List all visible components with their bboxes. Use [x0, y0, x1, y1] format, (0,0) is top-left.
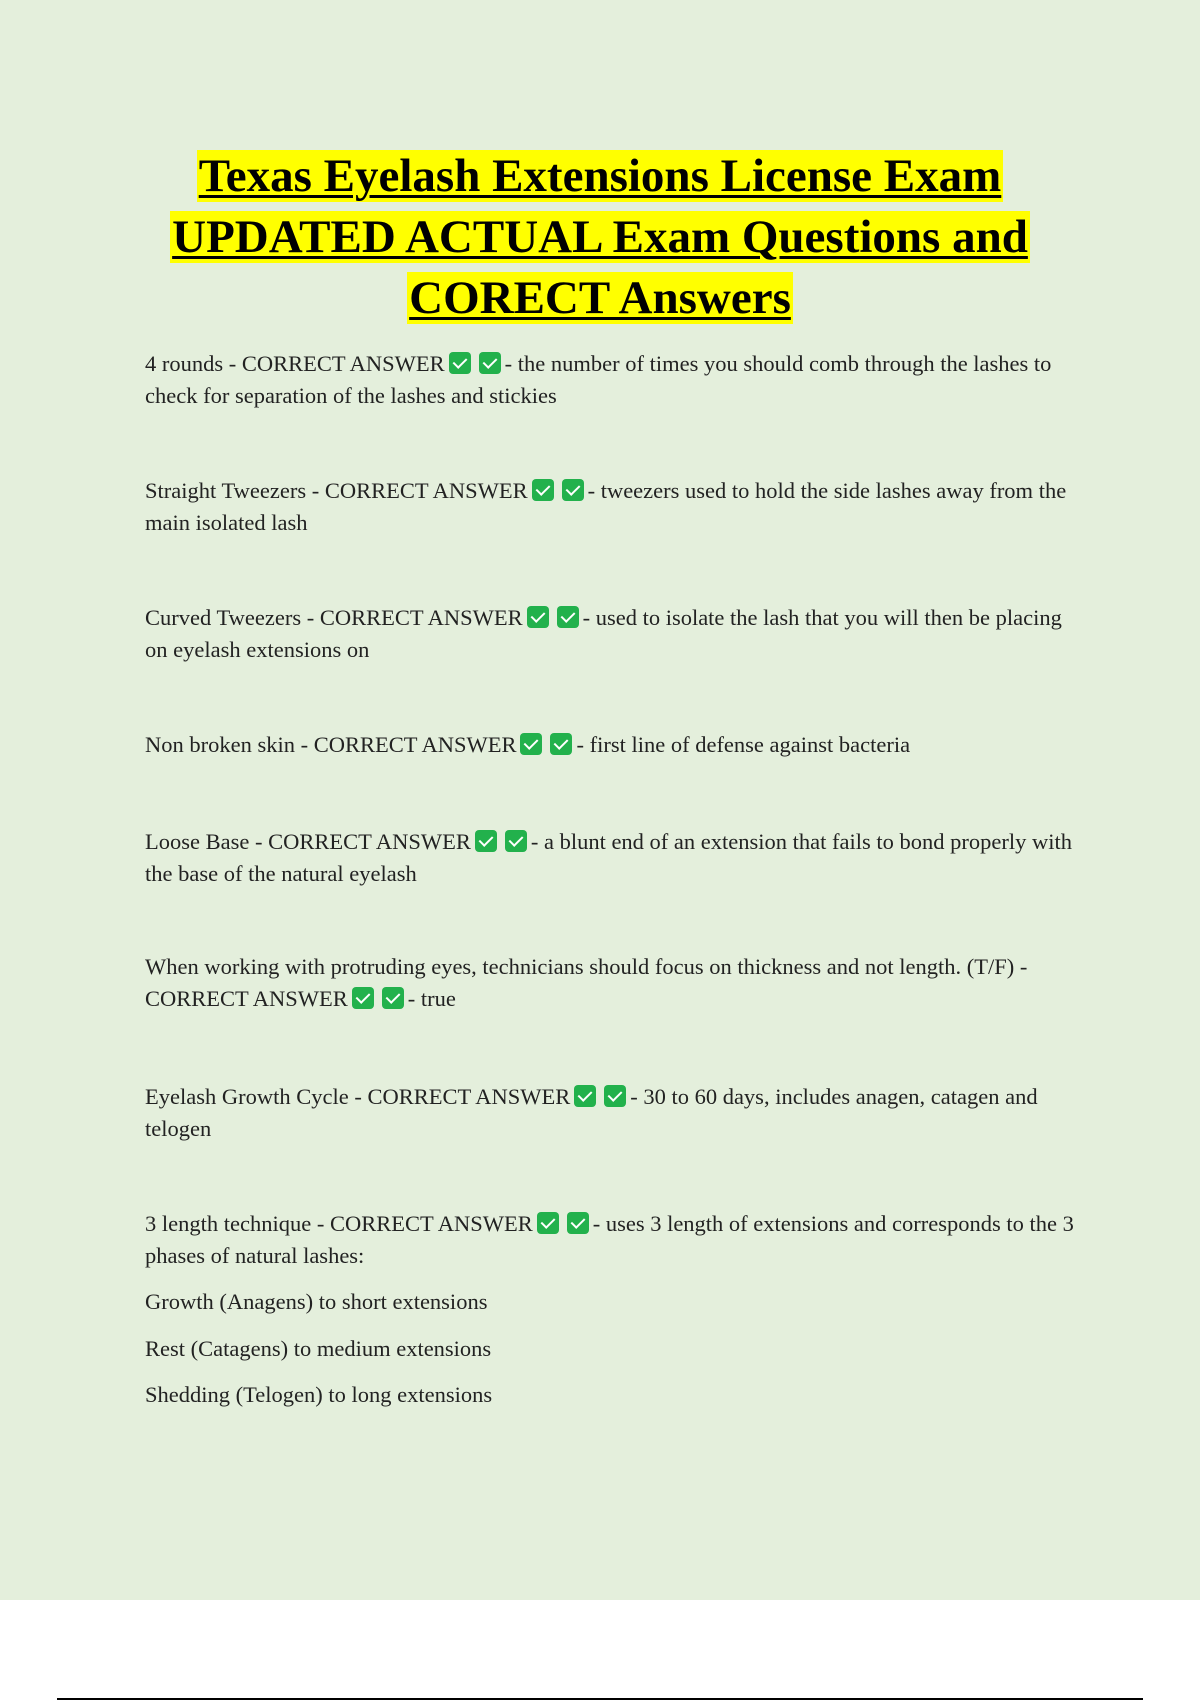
qa-answer: - 30 to 60 days, includes anagen, catagen and telogen [145, 1084, 1038, 1141]
green-checkmark-icon [449, 352, 471, 374]
qa-item [145, 348, 1085, 412]
title-line-2: UPDATED ACTUAL Exam Questions and [172, 211, 1028, 263]
green-checkmark-icon [475, 830, 497, 852]
answer-label: CORRECT ANSWER [145, 986, 348, 1011]
green-checkmark-icon [562, 479, 584, 501]
qa-term: Eyelash Growth Cycle - [145, 1084, 368, 1109]
green-checkmark-icon [520, 733, 542, 755]
phase-line: Growth (Anagens) to short extensions [145, 1289, 488, 1314]
answer-label: CORRECT ANSWER [319, 605, 523, 630]
qa-term: Loose Base - [145, 829, 269, 854]
qa-answer: - the number of times you should comb through the lashes to check for separation of the lashes and stickies [145, 351, 1052, 408]
qa-item [145, 1208, 1085, 1272]
qa-answer: - tweezers used to hold the side lashes away from the main isolated lash [145, 478, 1067, 535]
green-checkmark-icon [527, 606, 549, 628]
title-line-1: Texas Eyelash Extensions License Exam [198, 150, 1002, 202]
green-checkmark-icon [604, 1085, 626, 1107]
qa-answer: - true [407, 986, 456, 1011]
qa-term: Non broken skin - [145, 732, 314, 757]
answer-label: CORRECT ANSWER [324, 478, 528, 503]
qa-answer: - first line of defense against bacteria [576, 732, 911, 757]
green-checkmark-icon [537, 1212, 559, 1234]
qa-answer: - a blunt end of an extension that fails to bond properly with the base of the natural eyelash [145, 829, 1072, 886]
qa-term: Curved Tweezers - [145, 605, 320, 630]
answer-label: CORRECT ANSWER [367, 1084, 571, 1109]
green-checkmark-icon [567, 1212, 589, 1234]
title-line-3: CORECT Answers [409, 272, 791, 324]
green-checkmark-icon [574, 1085, 596, 1107]
answer-label: CORRECT ANSWER [268, 829, 471, 854]
qa-term: When working with protruding eyes, technicians should focus on thickness and not length. (T/F) - [145, 954, 1028, 979]
green-checkmark-icon [352, 987, 374, 1009]
green-checkmark-icon [557, 606, 579, 628]
green-checkmark-icon [382, 987, 404, 1009]
phase-line: Shedding (Telogen) to long extensions [145, 1382, 493, 1407]
answer-label: CORRECT ANSWER [241, 351, 445, 376]
phase-line: Rest (Catagens) to medium extensions [145, 1336, 492, 1361]
qa-item [145, 951, 1085, 1015]
qa-item [145, 602, 1085, 666]
qa-answer: - uses 3 length of extensions and corresponds to the 3 phases of natural lashes: [145, 1211, 1074, 1268]
green-checkmark-icon [479, 352, 501, 374]
qa-term: 4 rounds - [145, 351, 242, 376]
qa-item [145, 475, 1085, 539]
qa-item [145, 729, 1085, 761]
answer-label: CORRECT ANSWER [313, 732, 517, 757]
qa-answer: - used to isolate the lash that you will then be placing on eyelash extensions on [145, 605, 1062, 662]
green-checkmark-icon [550, 733, 572, 755]
qa-term: Straight Tweezers - [145, 478, 325, 503]
green-checkmark-icon [532, 479, 554, 501]
answer-label: CORRECT ANSWER [329, 1211, 533, 1236]
green-checkmark-icon [505, 830, 527, 852]
qa-item [145, 1081, 1085, 1145]
qa-item [145, 826, 1085, 890]
document-title [0, 146, 1200, 329]
qa-term: 3 length technique - [145, 1211, 330, 1236]
